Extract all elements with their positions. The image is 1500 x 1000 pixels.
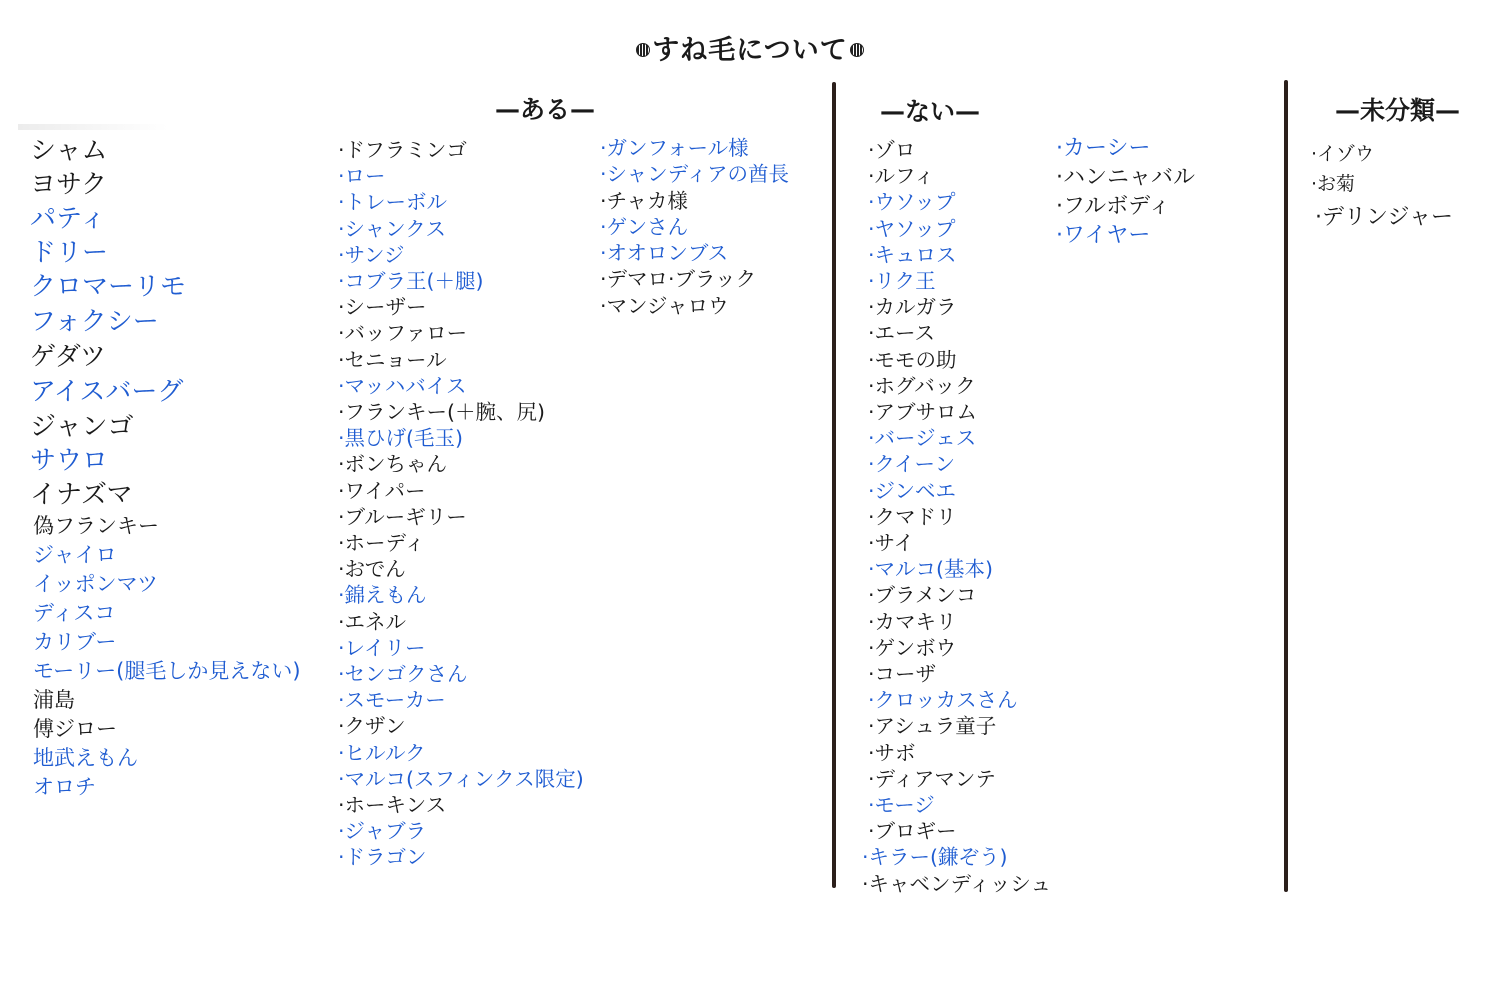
aru-col2-item: ·スモーカー	[338, 688, 446, 713]
aru-col3-item: ·デマロ·ブラック	[600, 267, 757, 292]
aru-col1-item: イッポンマツ	[33, 572, 158, 596]
aru-col2-item: ·マルコ(スフィンクス限定)	[338, 766, 584, 791]
shade-decoration	[18, 124, 168, 130]
nai-col1-item: ·カルガラ	[868, 295, 957, 320]
aru-col1-item: オロチ	[33, 775, 96, 799]
aru-col1-item: ヨサク	[30, 170, 107, 200]
aru-col1-item: ジャイロ	[33, 543, 117, 567]
nai-col1-item: ·クイーン	[868, 452, 956, 477]
aru-col1-item: ドリー	[30, 238, 109, 268]
aru-col3-item: ·オオロンブス	[600, 241, 729, 266]
aru-column-2	[338, 137, 584, 871]
aru-col2-item: ·おでん	[338, 557, 406, 582]
aru-col2-item: ·トレーボル	[338, 190, 448, 215]
aru-col1-item: カリブー	[33, 630, 117, 654]
aru-col2-item: ·ロー	[338, 164, 386, 189]
nai-col2-item: ·ハンニャバル	[1056, 165, 1195, 190]
aru-col1-item: フォクシー	[30, 307, 159, 337]
aru-col2-item: ·クザン	[338, 714, 406, 739]
aru-col2-item: ·バッファロー	[338, 321, 468, 346]
nai-col1-item: ·アブサロム	[868, 400, 978, 425]
aru-col2-item: ·ブルーギリー	[338, 504, 467, 529]
nai-col1-item: ·マルコ(基本)	[868, 557, 994, 582]
nai-col1-item: ·キュロス	[868, 242, 957, 267]
aru-col2-item: ·フランキー(＋腕、尻)	[338, 400, 546, 425]
nai-col1-item: ·ホグバック	[868, 373, 976, 398]
nai-col1-item: ·ルフィ	[868, 164, 935, 189]
header-nai: —ない—	[880, 97, 981, 126]
aru-col2-item: ·ヒルルク	[338, 740, 426, 765]
aru-col1-item: 浦島	[33, 688, 75, 712]
aru-col2-item: ·エネル	[338, 609, 407, 634]
nai-col1-item: ·エース	[868, 321, 935, 346]
aru-column-1	[30, 134, 301, 802]
nai-col1-item: ·サボ	[868, 740, 916, 765]
aru-col1-item: パティ	[30, 204, 106, 234]
aru-col1-item: ディスコ	[33, 601, 116, 625]
nai-col1-item: ·ブラメンコ	[868, 583, 977, 608]
aru-col3-item: ·シャンディアの酋長	[600, 162, 789, 187]
nai-col1-item: ·モージ	[868, 793, 935, 818]
title-left-ornament-icon	[636, 43, 650, 57]
nai-col1-item: ·モモの助	[868, 347, 957, 372]
aru-col1-item: ゲダツ	[30, 342, 106, 372]
header-aru: —ある—	[495, 95, 596, 124]
aru-col2-item: ·セニョール	[338, 347, 447, 372]
aru-col2-item: ·ドラゴン	[338, 845, 427, 870]
nai-col1-item: ·キラー(鎌ぞう)	[862, 845, 1008, 870]
nai-col1-item: ·コーザ	[868, 662, 937, 687]
nai-col2-item: ·ワイヤー	[1056, 223, 1151, 248]
divider-right	[1284, 80, 1288, 892]
nai-col1-item: ·クロッカスさん	[868, 688, 1018, 713]
aru-col2-item: ·黒ひげ(毛玉)	[338, 426, 464, 451]
nai-col2-item: ·フルボディ	[1056, 194, 1171, 219]
nai-col1-item: ·ディアマンテ	[868, 766, 996, 791]
nai-col1-item: ·サイ	[868, 531, 915, 556]
nai-col1-item: ·キャベンディッシュ	[862, 871, 1051, 896]
nai-col1-item: ·ヤソップ	[868, 216, 956, 241]
nai-col1-item: ·クマドリ	[868, 504, 957, 529]
mibunrui-column	[1311, 141, 1453, 235]
nai-col1-item: ·カマキリ	[868, 609, 957, 634]
nai-col1-item: ·アシュラ童子	[868, 714, 997, 739]
aru-col2-item: ·コブラ王(＋腿)	[338, 269, 484, 294]
title-right-ornament-icon	[850, 43, 864, 57]
nai-col1-item: ·ゾロ	[868, 138, 916, 162]
nai-col1-item: ·バージェス	[868, 426, 977, 451]
page-title	[0, 28, 1500, 67]
nai-col1-item: ·ジンベエ	[868, 478, 957, 503]
aru-col1-item: イナズマ	[30, 480, 133, 510]
aru-col2-item: ·ボンちゃん	[338, 452, 448, 477]
mibunrui-item: ·イゾウ	[1311, 143, 1375, 165]
aru-col2-item: ·シーザー	[338, 295, 427, 320]
nai-col1-item: ·ウソップ	[868, 190, 956, 215]
aru-col2-item: ·ホーキンス	[338, 793, 447, 818]
aru-col2-item: ·ジャブラ	[338, 819, 427, 844]
aru-col2-item: ·ドフラミンゴ	[338, 138, 467, 162]
aru-col1-item: シャム	[30, 136, 108, 166]
aru-col2-item: ·錦えもん	[338, 583, 427, 608]
aru-col2-item: ·レイリー	[338, 635, 426, 660]
nai-column-2	[1056, 134, 1195, 250]
aru-col3-item: ·マンジャロウ	[600, 293, 729, 318]
title-text: すね毛について	[652, 35, 848, 66]
aru-col2-item: ·センゴクさん	[338, 662, 468, 687]
aru-col1-item: モーリー(腿毛しか見えない)	[33, 659, 301, 683]
aru-col1-item: 地武えもん	[33, 746, 138, 770]
aru-col1-item: 偽フランキー	[33, 514, 159, 538]
aru-col3-item: ·チャカ様	[600, 188, 688, 213]
aru-col3-item: ·ガンフォール様	[600, 136, 749, 160]
nai-col1-item: ·ブロギー	[868, 819, 957, 844]
aru-col1-item: 傅ジロー	[33, 717, 117, 741]
nai-col1-item: ·リク王	[868, 269, 936, 294]
aru-col2-item: ·ホーディ	[338, 531, 425, 556]
aru-col1-item: ジャンゴ	[30, 412, 134, 442]
aru-col1-item: クロマーリモ	[30, 272, 187, 302]
mibunrui-item: ·お菊	[1311, 173, 1356, 195]
aru-column-3	[600, 135, 789, 319]
nai-column-1	[862, 137, 1051, 897]
aru-col1-item: サウロ	[30, 446, 109, 476]
nai-col2-item: ·カーシー	[1056, 136, 1151, 161]
mibunrui-item: ·デリンジャー	[1315, 205, 1454, 230]
nai-col1-item: ·ゲンボウ	[868, 635, 957, 660]
aru-col2-item: ·ワイパー	[338, 478, 426, 503]
aru-col2-item: ·シャンクス	[338, 216, 446, 241]
aru-col1-item: アイスバーグ	[30, 377, 184, 407]
aru-col2-item: ·マッハバイス	[338, 373, 467, 398]
header-mibunrui: —未分類—	[1335, 96, 1461, 125]
aru-col2-item: ·サンジ	[338, 242, 405, 267]
divider-left	[832, 82, 836, 888]
aru-col3-item: ·ゲンさん	[600, 214, 689, 239]
